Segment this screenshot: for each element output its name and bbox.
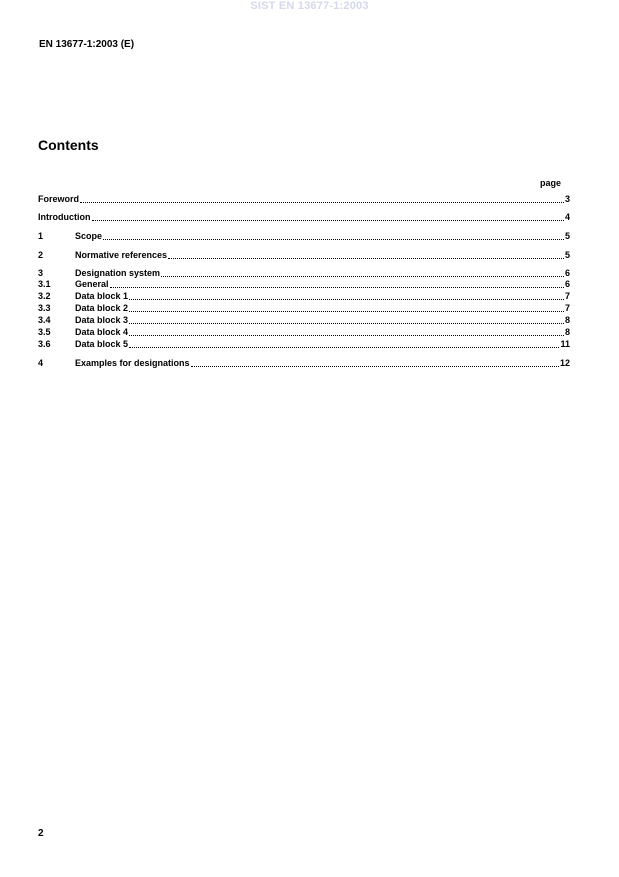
toc-entry-number: 3.4 xyxy=(38,315,51,325)
toc-entry-title: Data block 2 xyxy=(75,303,129,313)
toc-entry-designation-system[interactable] xyxy=(38,268,570,279)
contents-heading: Contents xyxy=(38,137,99,153)
toc-dot-leader xyxy=(161,275,564,277)
document-identifier: EN 13677-1:2003 (E) xyxy=(39,39,135,50)
toc-entry-page: 6 xyxy=(564,279,570,289)
page-column-label: page xyxy=(540,178,562,188)
toc-dot-leader xyxy=(129,334,564,336)
toc-entry-data-block-2[interactable] xyxy=(38,303,570,314)
toc-entry-number: 3.1 xyxy=(38,279,51,289)
toc-entry-page: 4 xyxy=(564,212,570,222)
toc-entry-title: Designation system xyxy=(75,268,161,278)
toc-entry-data-block-5[interactable] xyxy=(38,339,570,350)
toc-entry-title: Foreword xyxy=(38,194,80,204)
toc-entry-page: 11 xyxy=(560,339,570,349)
toc-entry-page: 5 xyxy=(564,231,570,241)
toc-entry-title: Examples for designations xyxy=(75,358,190,368)
page-number: 2 xyxy=(38,828,44,839)
toc-entry-number: 3 xyxy=(38,268,44,278)
toc-dot-leader xyxy=(103,238,564,240)
toc-dot-leader xyxy=(80,201,564,203)
toc-entry-normative-references[interactable] xyxy=(38,250,570,261)
toc-dot-leader xyxy=(92,219,564,221)
toc-entry-general[interactable] xyxy=(38,279,570,290)
toc-entry-scope[interactable] xyxy=(38,231,570,242)
toc-dot-leader xyxy=(129,310,564,312)
toc-entry-number: 4 xyxy=(38,358,44,368)
toc-dot-leader xyxy=(191,365,559,367)
toc-entry-foreword[interactable] xyxy=(38,194,570,205)
toc-entry-page: 8 xyxy=(564,315,570,325)
toc-dot-leader xyxy=(168,257,564,259)
toc-entry-title: Data block 5 xyxy=(75,339,129,349)
toc-entry-page: 6 xyxy=(564,268,570,278)
toc-entry-data-block-1[interactable] xyxy=(38,291,570,302)
toc-dot-leader xyxy=(129,322,564,324)
toc-entry-page: 12 xyxy=(559,358,570,368)
toc-entry-number: 3.3 xyxy=(38,303,51,313)
toc-entry-page: 3 xyxy=(564,194,570,204)
toc-entry-number: 1 xyxy=(38,231,44,241)
toc-entry-introduction[interactable] xyxy=(38,212,570,223)
toc-entry-title: Data block 3 xyxy=(75,315,129,325)
toc-entry-title: General xyxy=(75,279,109,289)
toc-dot-leader xyxy=(129,298,564,300)
toc-entry-data-block-3[interactable] xyxy=(38,315,570,326)
toc-entry-title: Data block 1 xyxy=(75,291,129,301)
toc-entry-title: Scope xyxy=(75,231,103,241)
toc-entry-number: 2 xyxy=(38,250,44,260)
toc-dot-leader xyxy=(110,286,564,288)
toc-entry-title: Data block 4 xyxy=(75,327,129,337)
toc-entry-number: 3.6 xyxy=(38,339,51,349)
toc-entry-examples-for-designations[interactable] xyxy=(38,358,570,369)
toc-entry-data-block-4[interactable] xyxy=(38,327,570,338)
toc-entry-title: Normative references xyxy=(75,250,168,260)
toc-entry-page: 7 xyxy=(564,291,570,301)
toc-entry-number: 3.5 xyxy=(38,327,51,337)
toc-entry-page: 8 xyxy=(564,327,570,337)
toc-dot-leader xyxy=(129,346,559,348)
toc-entry-page: 5 xyxy=(564,250,570,260)
toc-entry-number: 3.2 xyxy=(38,291,51,301)
toc-entry-title: Introduction xyxy=(38,212,91,222)
toc-entry-page: 7 xyxy=(564,303,570,313)
watermark: SIST EN 13677-1:2003 xyxy=(250,0,369,12)
